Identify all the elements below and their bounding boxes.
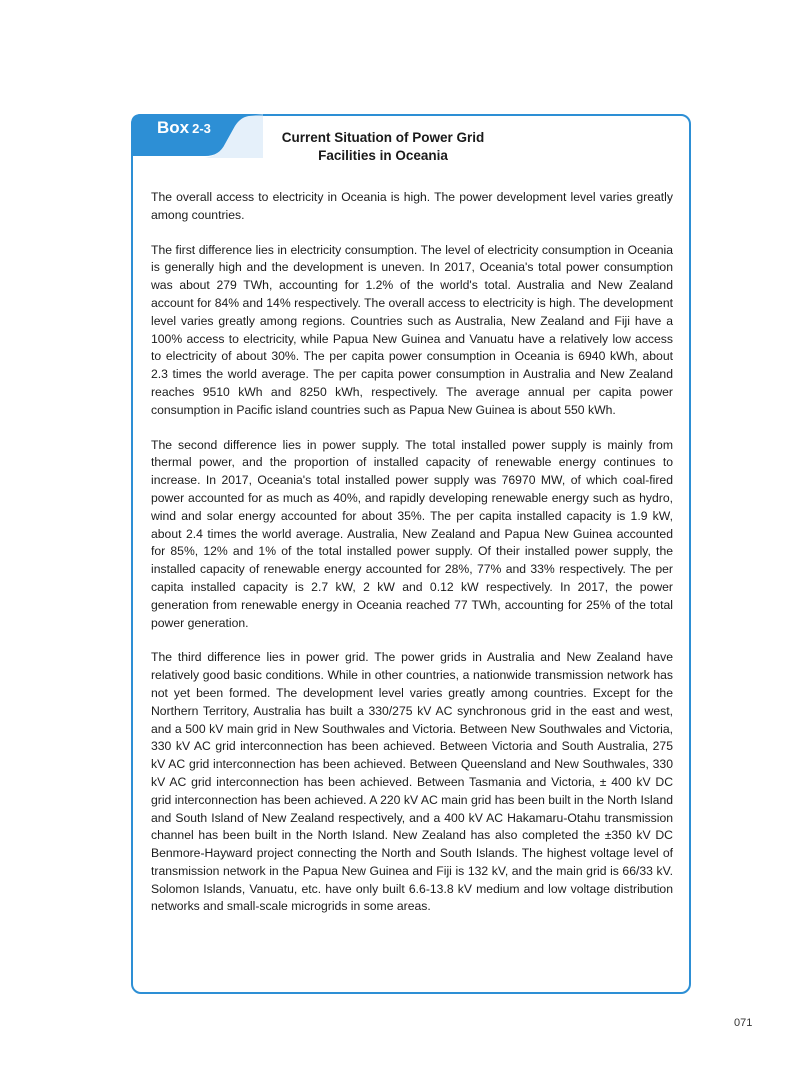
box-title-line-2: Facilities in Oceania bbox=[318, 148, 448, 163]
box-label-number: 2-3 bbox=[192, 121, 211, 136]
box-title bbox=[273, 129, 493, 165]
info-box bbox=[131, 114, 691, 994]
paragraph-supply: The second difference lies in power supply. The total installed power supply is mainly from thermal power, and the proportion of installed capacity of renewable energy continues to increase. In 2017, Oceania's total installed power supply was 76970 MW, of which coal-fired power accounted for as much as 40%, and rapidly developing renewable energy such as hydro, wind and solar energy accounted for about 35%. The per capita installed capacity is 1.9 kW, about 2.4 times the world average. Australia, New Zealand and Papua New Guinea accounted for 85%, 12% and 1% of the total installed power supply. Of their installed power supply, the installed capacity of renewable energy accounted for 28%, 77% and 33% respectively. The per capita installed capacity is 2.7 kW, 2 kW and 0.12 kW respectively. In 2017, the power generation from renewable energy in Oceania reached 77 TWh, accounting for 25% of the total power generation. bbox=[151, 437, 673, 630]
box-label-word: Box bbox=[157, 118, 190, 137]
box-title-line-1: Current Situation of Power Grid bbox=[281, 130, 485, 145]
paragraph-grid: The third difference lies in power grid. The power grids in Australia and New Zealand have relatively good basic conditions. While in other countries, a nationwide transmission network has not yet been formed. The development level varies greatly among countries. Except for the Northern Territory, Australia has built a 330/275 kV AC synchronous grid in the east and west, and a 500 kV main grid in New Southwales and Victoria. Between New Southwales and Victoria, 330 kV AC grid interconnection has been achieved. Between Victoria and South Australia, 275 kV AC grid interconnection has been achieved. Between Queensland and New Southwales, 330 kV AC grid interconnection has been achieved. Between Tasmania and Victoria, ± 400 kV DC grid interconnection has been achieved. A 220 kV AC main grid has been built in the North Island and South Island of New Zealand respectively, and a 400 kV AC Hakamaru-Otahu transmission channel has been built in the North Island. New Zealand has also completed the ±350 kV DC Benmore-Hayward project connecting the North and South Islands. The highest voltage level of transmission network in the Papua New Guinea and Fiji is 132 kV, and the main grid is 66/33 kV. Solomon Islands, Vanuatu, etc. have only built 6.6-13.8 kV medium and low voltage distribution networks and small-scale microgrids in some areas. bbox=[151, 650, 673, 914]
paragraph-consumption: The first difference lies in electricity consumption. The level of electricity consumption in Oceania is generally high and the development is uneven. In 2017, Oceania's total power consumption was about 279 TWh, accounting for 1.2% of the world's total. Australia and New Zealand account for 84% and 14% respectively. The overall access to electricity is high. The development level varies greatly among regions. Countries such as Australia, New Zealand and Fiji have a 100% access to electricity, while Papua New Guinea and Vanuatu have a relatively low access to electricity of about 30%. The per capita power consumption in Oceania is 6940 kWh, about 2.3 times the world average. The per capita power consumption in Australia and New Zealand reaches 9510 kWh and 8250 kWh, respectively. The average annual per capita power consumption in Pacific island countries such as Papua New Guinea is about 550 kWh. bbox=[151, 242, 673, 417]
box-label bbox=[157, 118, 211, 138]
box-content bbox=[151, 189, 673, 916]
box-label-tab bbox=[131, 114, 263, 158]
page-number: 071 bbox=[734, 1017, 753, 1029]
paragraph-intro: The overall access to electricity in Oceania is high. The power development level varies greatly among countries. bbox=[151, 190, 673, 222]
